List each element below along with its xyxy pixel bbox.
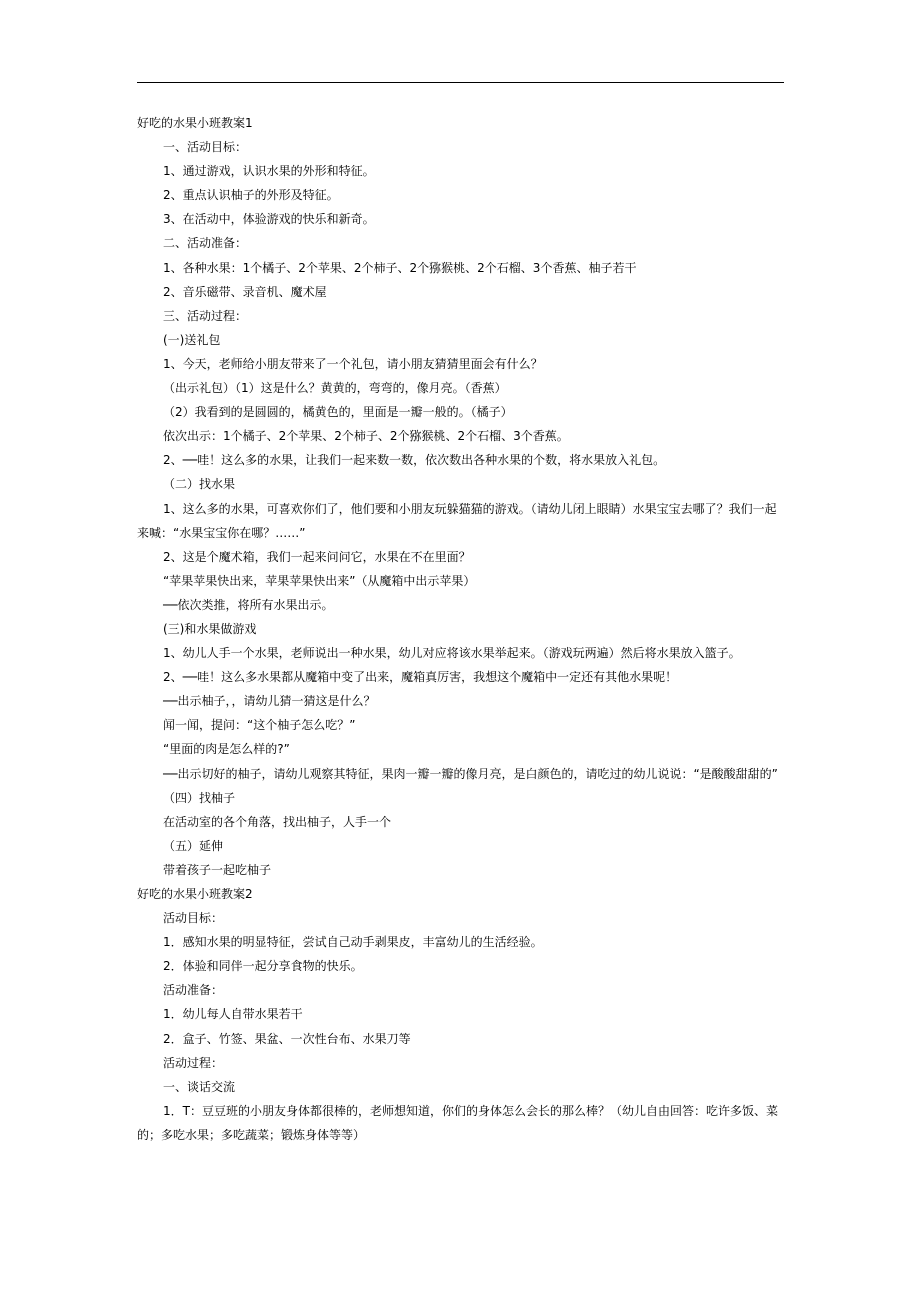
paragraph: 1．幼儿每人自带水果若干 bbox=[163, 1007, 303, 1022]
paragraph: 2、这是个魔术箱，我们一起来问问它，水果在不在里面？ bbox=[163, 549, 471, 564]
subsection-heading: （二）找水果 bbox=[163, 477, 236, 492]
paragraph: 2．体验和同伴一起分享食物的快乐。 bbox=[163, 959, 363, 974]
paragraph: 1．感知水果的明显特征，尝试自己动手剥果皮，丰富幼儿的生活经验。 bbox=[163, 935, 543, 950]
paragraph: 1．T：豆豆班的小朋友身体都很棒的，老师想知道，你们的身体怎么会长的那么棒？（幼儿自由回答：吃许多饭、菜的；多吃水果；多吃蔬菜；锻炼身体等等） bbox=[137, 1103, 778, 1142]
paragraph: 2、──哇！这么多的水果，让我们一起来数一数，依次数出各种水果的个数，将水果放入礼包。 bbox=[163, 453, 666, 468]
paragraph: 1、幼儿人手一个水果，老师说出一种水果，幼儿对应将该水果举起来。（游戏玩两遍）然后将水果放入篮子。 bbox=[163, 646, 741, 661]
paragraph: （2）我看到的是圆圆的，橘黄色的，里面是一瓣一般的。（橘子） bbox=[163, 405, 513, 420]
paragraph: （出示礼包）（1）这是什么？黄黄的，弯弯的，像月亮。（香蕉） bbox=[163, 381, 507, 396]
paragraph: 2．盒子、竹签、果盆、一次性台布、水果刀等 bbox=[163, 1031, 411, 1046]
paragraph: “里面的肉是怎么样的?” bbox=[163, 742, 290, 757]
subsection-heading: (三)和水果做游戏 bbox=[163, 621, 257, 636]
paragraph: ──出示柚子，，请幼儿猜一猜这是什么？ bbox=[163, 694, 376, 709]
paragraph: “苹果苹果快出来，苹果苹果快出来”（从魔箱中出示苹果） bbox=[163, 573, 476, 588]
paragraph: 2、重点认识柚子的外形及特征。 bbox=[163, 188, 339, 203]
section-process-heading: 活动过程： bbox=[163, 1055, 224, 1070]
subsection-heading: (一)送礼包 bbox=[163, 332, 221, 347]
paragraph: ──依次类推，将所有水果出示。 bbox=[163, 597, 334, 612]
paragraph: 3、在活动中，体验游戏的快乐和新奇。 bbox=[163, 212, 375, 227]
subsection-heading: 一、谈话交流 bbox=[163, 1079, 236, 1094]
paragraph: 1、通过游戏，认识水果的外形和特征。 bbox=[163, 164, 375, 179]
paragraph: 闻一闻，提问：“这个柚子怎么吃？” bbox=[163, 718, 356, 733]
paragraph: ──出示切好的柚子，请幼儿观察其特征，果肉一瓣一瓣的像月亮，是白颜色的，请吃过的幼儿说说：“是酸酸甜甜的” bbox=[163, 766, 778, 781]
section-process-heading: 三、活动过程： bbox=[163, 308, 248, 323]
paragraph: 1、今天，老师给小朋友带来了一个礼包，请小朋友猜猜里面会有什么？ bbox=[163, 356, 543, 371]
paragraph: 带着孩子一起吃柚子 bbox=[163, 862, 272, 877]
section-prep-heading: 活动准备： bbox=[163, 983, 224, 998]
paragraph: 依次出示：1个橘子、2个苹果、2个柿子、2个猕猴桃、2个石榴、3个香蕉。 bbox=[163, 429, 569, 444]
paragraph: 1、各种水果：1个橘子、2个苹果、2个柿子、2个猕猴桃、2个石榴、3个香蕉、柚子若干 bbox=[163, 260, 637, 275]
subsection-heading: （四）找柚子 bbox=[163, 790, 236, 805]
doc-title-2: 好吃的水果小班教案2 bbox=[137, 887, 253, 901]
section-goals-heading: 一、活动目标： bbox=[163, 140, 248, 155]
paragraph: 1、这么多的水果，可喜欢你们了，他们要和小朋友玩躲猫猫的游戏。（请幼儿闭上眼睛）水果宝宝去哪了？我们一起来喊：“水果宝宝你在哪？……” bbox=[137, 501, 777, 540]
section-goals-heading: 活动目标： bbox=[163, 911, 224, 926]
paragraph: 在活动室的各个角落，找出柚子，人手一个 bbox=[163, 814, 392, 829]
paragraph: 2、音乐磁带、录音机、魔术屋 bbox=[163, 284, 327, 299]
subsection-heading: （五）延伸 bbox=[163, 838, 224, 853]
paragraph: 2、──哇！这么多水果都从魔箱中变了出来，魔箱真厉害，我想这个魔箱中一定还有其他水果呢！ bbox=[163, 670, 678, 685]
header-rule bbox=[137, 82, 784, 83]
document-body bbox=[137, 111, 787, 1147]
doc-title-1: 好吃的水果小班教案1 bbox=[137, 116, 253, 130]
section-prep-heading: 二、活动准备： bbox=[163, 236, 248, 251]
